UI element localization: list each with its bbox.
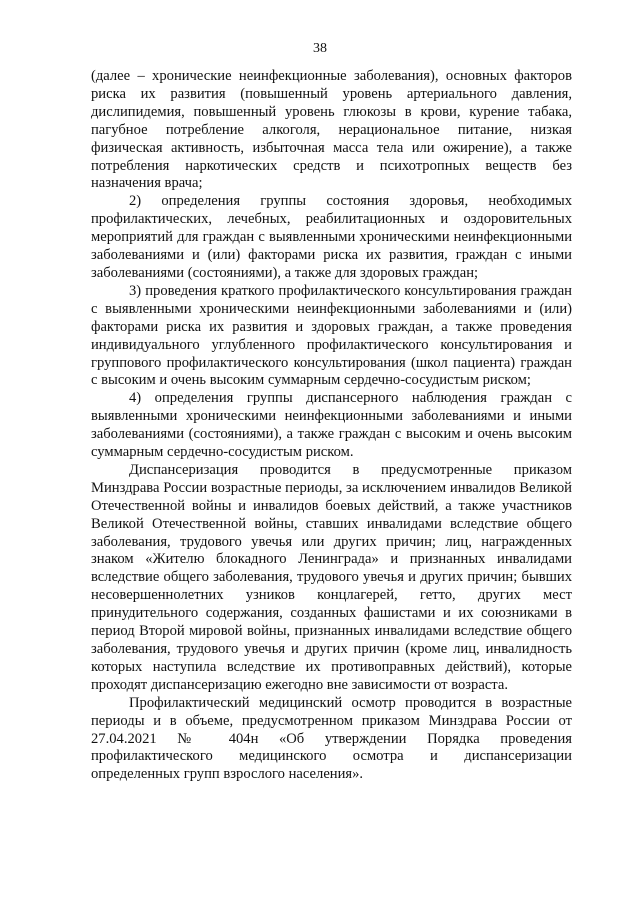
paragraph-preventive-exam: Профилактический медицинский осмотр проводится в возрастные периоды и в объеме, предусмотренном приказом Минздрава России от 27.04.2021 № 404н «Об утверждении Порядка проведения профилактического медицинского осмотра и диспансеризации определенных групп взрослого населения». [91, 694, 572, 783]
paragraph-item-2: 2) определения группы состояния здоровья, необходимых профилактических, лечебных, реабилитационных и оздоровительных мероприятий для граждан с выявленными хроническими неинфекционными заболеваниями и (или) факторами риска их развития, граждан с иными заболеваниями (состояниями), а также для здоровых граждан; [91, 193, 572, 281]
paragraph-dispanserization: Диспансеризация проводится в предусмотренные приказом Минздрава России возрастные периоды, за исключением инвалидов Великой Отечественной войны и инвалидов боевых действий, а также участников Великой Отечественной войны, ставших инвалидами вследствие общего заболевания, трудового увечья или других причин; лиц, награжденных знаком «Жителю блокадного Ленинграда» и признанных инвалидами вследствие общего заболевания, трудового увечья и других причин; бывших несовершеннолетних узников концлагерей, гетто, других мест принудительного содержания, созданных фашистами и их союзниками в период Второй мировой войны, признанных инвалидами вследствие общего заболевания, трудового увечья и других причин (кроме лиц, инвалидность которых наступила вследствие их противоправных действий), которые проходят диспансеризацию ежегодно вне зависимости от возраста. [91, 461, 572, 693]
document-body [91, 68, 572, 784]
page-number: 38 [313, 41, 327, 56]
paragraph-item-4: 4) определения группы диспансерного наблюдения граждан с выявленными хроническими неинфекционными заболеваниями и иными заболеваниями (состояниями), а также граждан с высоким и очень высоким суммарным сердечно-сосудистым риском. [91, 390, 572, 461]
paragraph-item-3: 3) проведения краткого профилактического консультирования граждан с выявленными хроническими неинфекционными заболеваниями и (или) факторами риска их развития и здоровых граждан, а также проведения индивидуального углубленного профилактического консультирования и группового профилактического консультирования (школ пациента) граждан с высоким и очень высоким суммарным сердечно-сосудистым риском; [91, 282, 572, 389]
paragraph-continuation: (далее – хронические неинфекционные заболевания), основных факторов риска их развития (повышенный уровень артериального давления, дислипидемия, повышенный уровень глюкозы в крови, курение табака, пагубное потребление алкоголя, нерациональное питание, низкая физическая активность, избыточная масса тела или ожирение), а также потребления наркотических средств и психотропных веществ без назначения врача; [91, 68, 572, 192]
